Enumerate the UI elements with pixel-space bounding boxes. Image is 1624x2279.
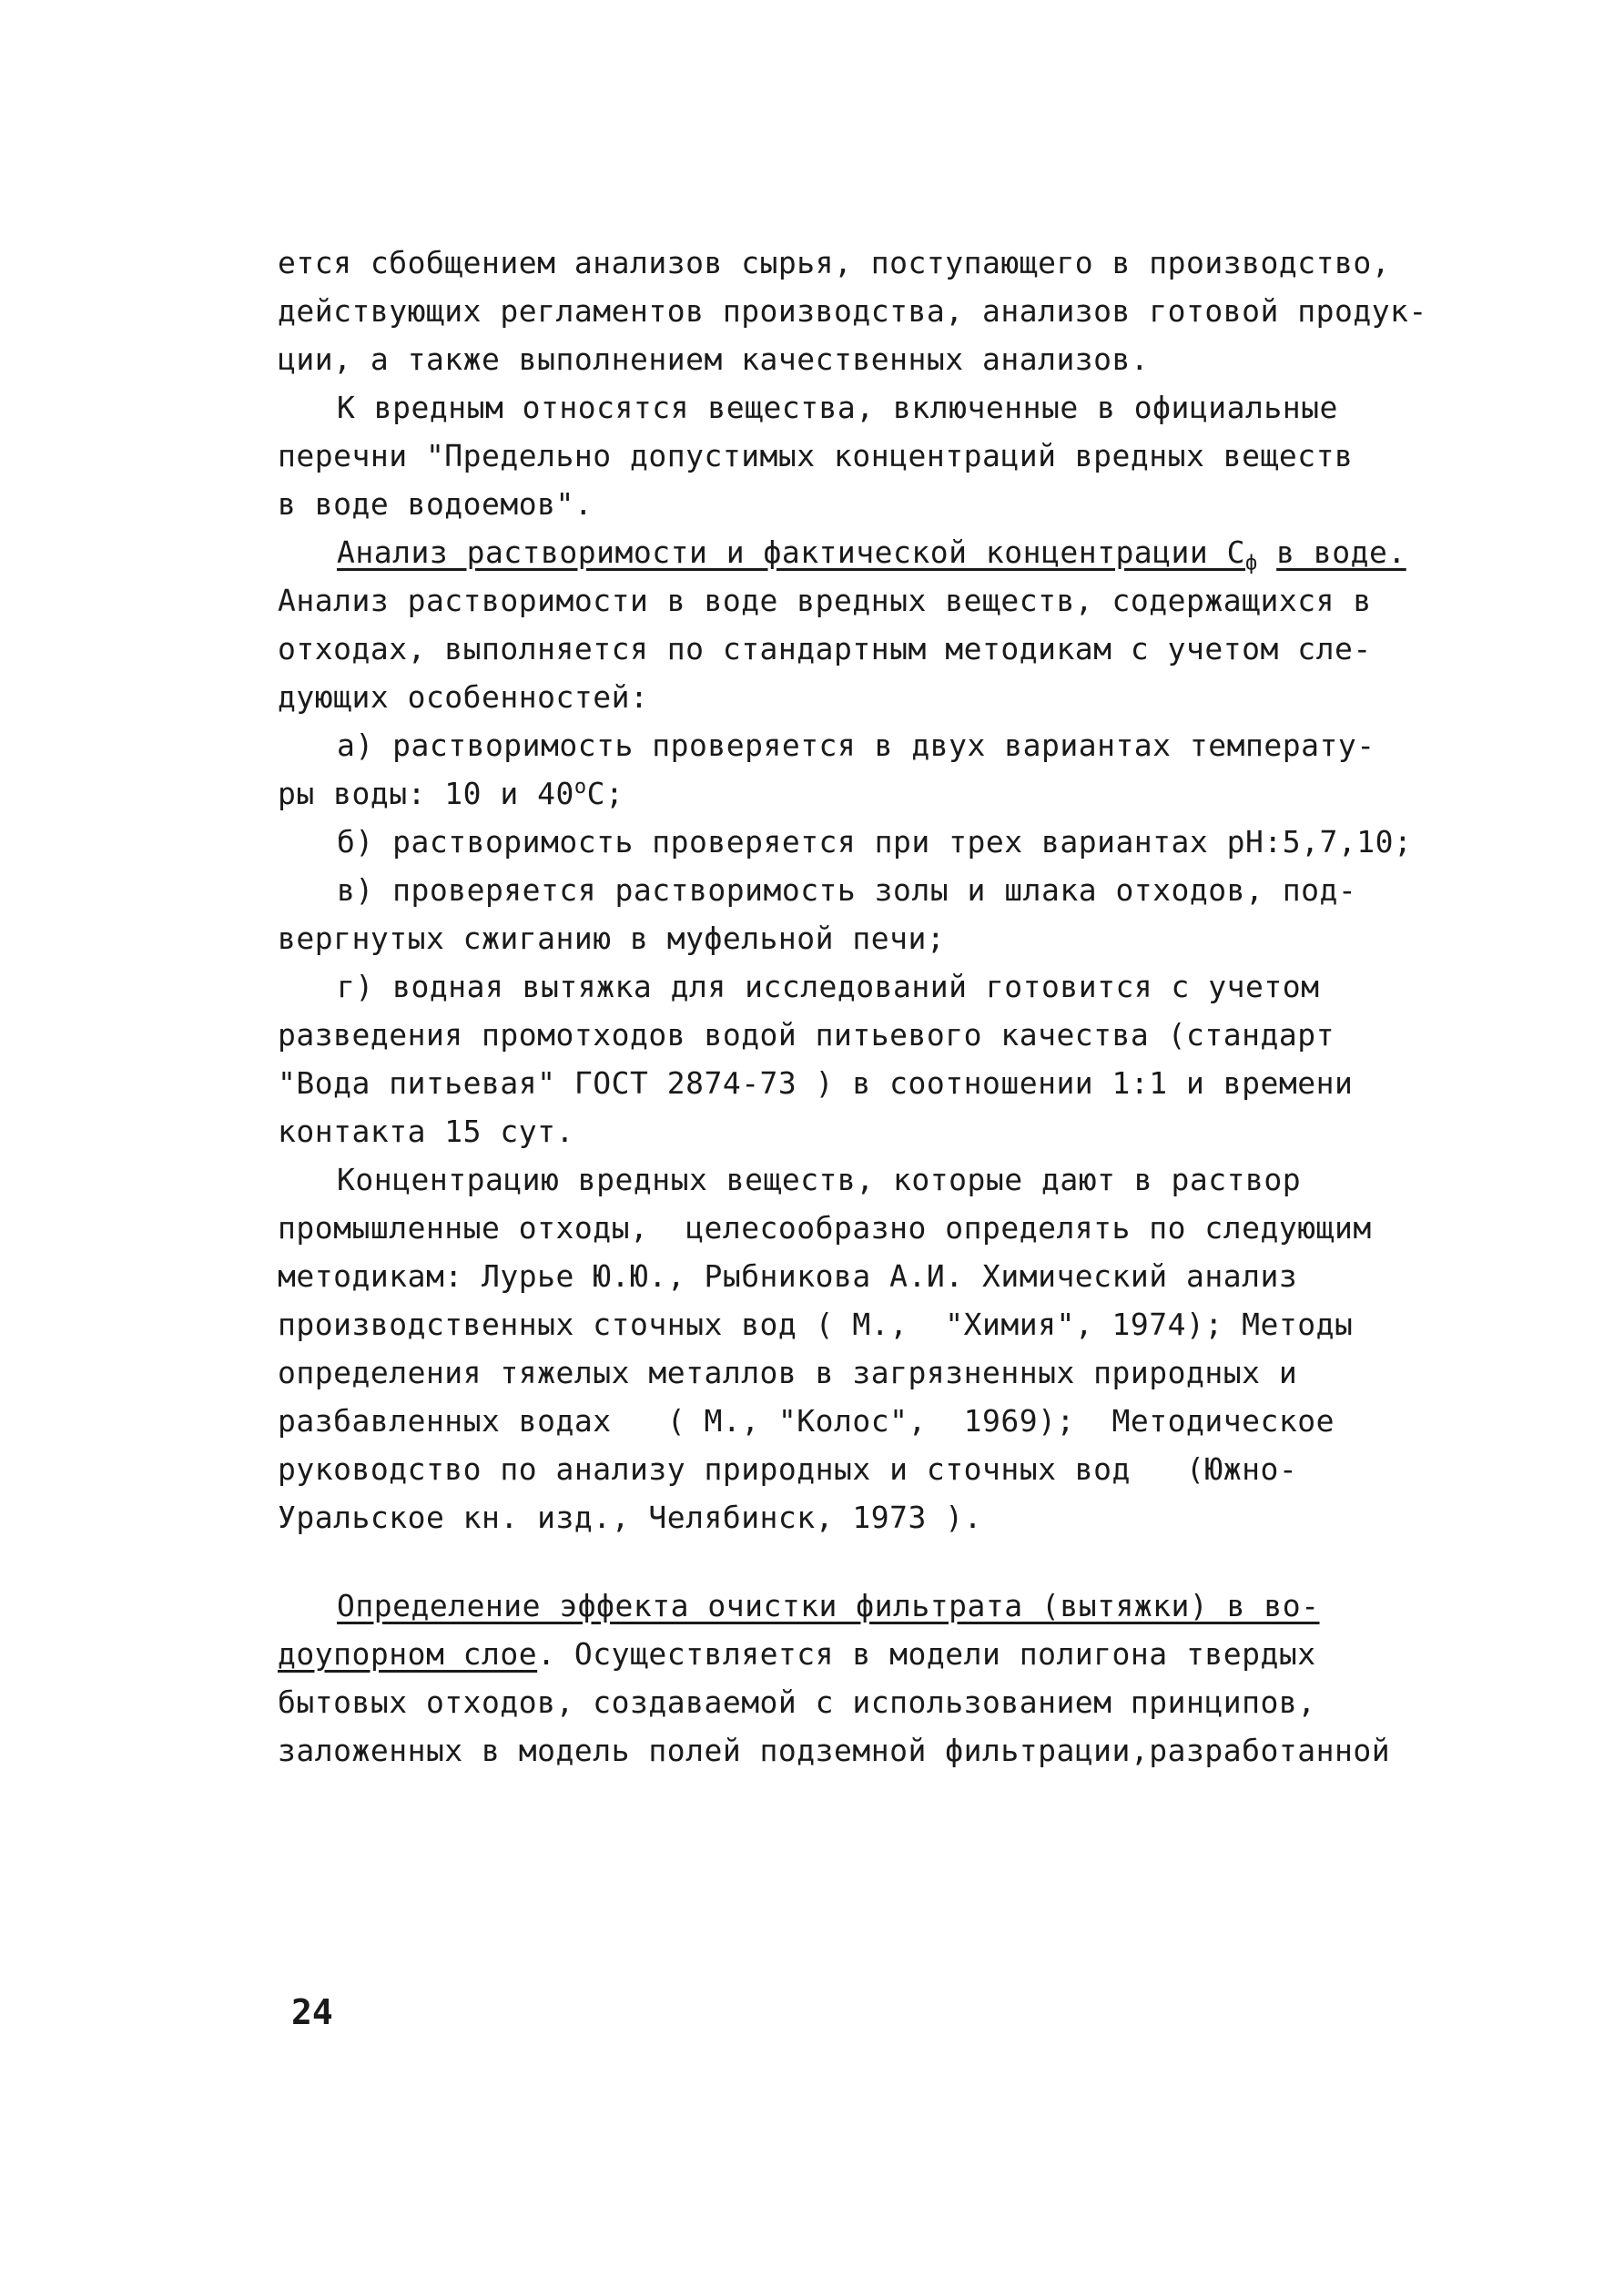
- text-line: б) растворимость проверяется при трех вариантах pH:5,7,10;: [337, 824, 1413, 860]
- text-line: контакта 15 сут.: [278, 1114, 574, 1149]
- paragraph-solubility: [278, 528, 1452, 721]
- paragraph-filtrate: [278, 1582, 1452, 1775]
- text-line: методикам: Лурье Ю.Ю., Рыбникова А.И. Химический анализ: [278, 1258, 1298, 1294]
- heading-text: Анализ растворимости и фактической концентрации С: [337, 534, 1246, 570]
- text-line: [278, 1630, 1452, 1678]
- heading-text: Определение эффекта очистки фильтрата (вытяжки) в во-: [337, 1588, 1320, 1623]
- text-line: бытовых отходов, создаваемой с использованием принципов,: [278, 1684, 1316, 1720]
- text-line: руководство по анализу природных и сточных вод (Южно-: [278, 1451, 1298, 1487]
- list-item-a: [278, 721, 1452, 818]
- subscript: ф: [1245, 552, 1258, 575]
- text-line: [278, 769, 1452, 818]
- text-fragment: ры воды: 10 и 40: [278, 776, 574, 811]
- text-line: разведения промотходов водой питьевого качества (стандарт: [278, 1017, 1335, 1053]
- text-line: К вредным относятся вещества, включенные в официальные: [337, 390, 1338, 425]
- paragraph-gap: [278, 1541, 1452, 1582]
- text-line: в) проверяется растворимость золы и шлака отходов, под-: [337, 872, 1357, 908]
- text-line: вергнутых сжиганию в муфельной печи;: [278, 921, 946, 956]
- text-line: отходах, выполняется по стандартным методикам с учетом сле-: [278, 631, 1372, 666]
- heading-text-end: доупорном слое: [278, 1636, 538, 1672]
- text-fragment: . Осуществляется в модели полигона твердых: [537, 1636, 1316, 1672]
- text-line: Концентрацию вредных веществ, которые дают в раствор: [337, 1162, 1302, 1197]
- text-line: дующих особенностей:: [278, 679, 649, 715]
- page-number: 24: [291, 1992, 333, 2032]
- text-line: перечни "Предельно допустимых концентраций вредных веществ: [278, 438, 1354, 473]
- list-item-b: [278, 818, 1452, 866]
- paragraph-1: [278, 239, 1452, 383]
- text-line: ции, а также выполнением качественных анализов.: [278, 341, 1150, 377]
- text-line: Уральское кн. изд., Челябинск, 1973 ).: [278, 1500, 982, 1535]
- text-line: заложенных в модель полей подземной фильтрации,разработанной: [278, 1733, 1391, 1768]
- paragraph-methods: [278, 1155, 1452, 1541]
- text-line: в воде водоемов".: [278, 486, 594, 522]
- text-line: а) растворимость проверяется в двух вариантах температу-: [337, 727, 1375, 763]
- text-line: определения тяжелых металлов в загрязненных природных и: [278, 1355, 1298, 1390]
- text-line: промышленные отходы, целесообразно определять по следующим: [278, 1210, 1372, 1246]
- document-body: [278, 239, 1452, 1775]
- text-line: "Вода питьевая" ГОСТ 2874-73 ) в соотношении 1:1 и времени: [278, 1065, 1354, 1101]
- text-line: г) водная вытяжка для исследований готовится с учетом: [337, 969, 1320, 1004]
- text-fragment: С;: [586, 776, 624, 811]
- section-heading: [278, 1582, 1452, 1630]
- text-line: Анализ растворимости в воде вредных веществ, содержащихся в: [278, 583, 1372, 618]
- paragraph-2: [278, 383, 1452, 528]
- text-line: производственных сточных вод ( М., "Химия", 1974); Методы: [278, 1307, 1354, 1342]
- superscript: о: [573, 776, 587, 799]
- section-heading: [278, 528, 1452, 576]
- text-line: разбавленных водах ( М., "Колос", 1969); Методическое: [278, 1403, 1335, 1439]
- list-item-c: [278, 866, 1452, 962]
- text-line: действующих регламентов производства, анализов готовой продук-: [278, 293, 1427, 329]
- text-line: ется сбобщением анализов сырья, поступающего в производство,: [278, 245, 1391, 280]
- heading-text-end: в воде.: [1276, 534, 1406, 570]
- list-item-d: [278, 962, 1452, 1155]
